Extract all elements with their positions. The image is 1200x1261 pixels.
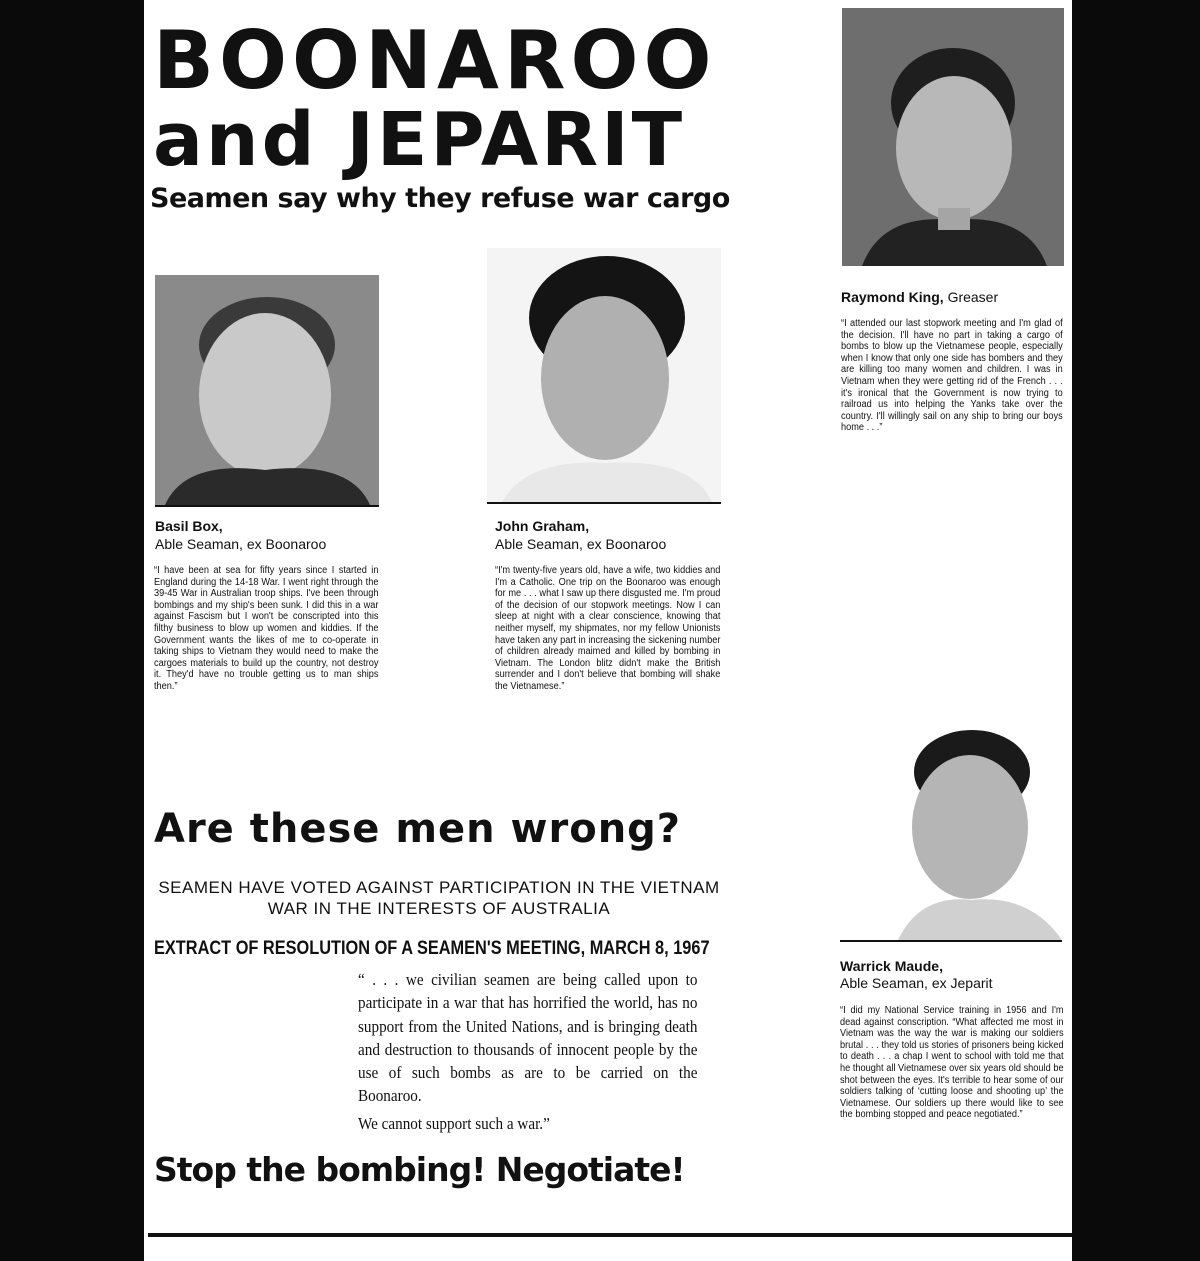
- john-graham-rule: [487, 502, 721, 504]
- warrick-maude-quote: “I did my National Service training in 1956 and I'm dead against conscription. “What affected me most in Vietnam was the way the war is making our soldiers brutal . . . they told us stories of prisoners being kicked to death . . . a chap I went to school with told me that he thought all Vietnamese over six years old should be shot between the eyes. It's terrible to hear some of our soldiers talking of ‘cutting loose and shooting up’ the Vietnamese. Our soldiers up there would like to see the bombing stopped and peace negotiated.”: [840, 1005, 1064, 1121]
- john-graham-quote: “I'm twenty-five years old, have a wife, two kiddies and I'm a Catholic. One trip on the Boonaroo was enough for me . . . what I saw up there disgusted me. I'm proud of the decision of our stopwork meetings. Now I can sleep at night with a clear conscience, knowing that neither myself, my shipmates, nor my fellow Unionists have taken any part in increasing the sickening number of children already maimed and killed by bombing in Vietnam. The London blitz didn't make the British surrender and I don't believe that bombing will shake the Vietnamese.”: [495, 565, 721, 692]
- extract-title: EXTRACT OF RESOLUTION OF A SEAMEN'S MEETING, MARCH 8, 1967: [154, 938, 710, 959]
- resolution-end: We cannot support such a war.”: [358, 1114, 550, 1133]
- headline-line2: and JEPARIT: [153, 97, 686, 183]
- bottom-rule: [148, 1233, 1072, 1237]
- warrick-maude-role: Able Seaman, ex Jeparit: [840, 975, 993, 991]
- basil-box-quote: “I have been at sea for fifty years since I started in England during the 14-18 War. I went right through the 39-45 War in Australian troop ships. I've been through bombings and my ship's been sunk. I did this in a war against Fascism but I won't be conscripted into this filthy business to blow up women and kiddies. If the Government wants the likes of me to co-operate in taking ships to Vietnam they would need to make the cargoes materials to build up the country, not destroy it. They'd have no trouble getting us to man ships then.”: [154, 565, 379, 692]
- raymond-king-quote: “I attended our last stopwork meeting and I'm glad of the decision. I'll have no part in taking a cargo of bombs to blow up the Vietnamese people, especially when I know that only one side has bombers and they are killing too many women and children. I was in Vietnam when they were getting rid of the French . . . it's ironical that the Government is now trying to railroad us into helping the Yanks take over the country. I'll willingly sail on any ship to bring our boys home . . .”: [841, 318, 1063, 434]
- basil-box-role: Able Seaman, ex Boonaroo: [155, 536, 327, 552]
- headline-line1: BOONAROO: [153, 14, 717, 107]
- question-headline: Are these men wrong?: [154, 806, 682, 852]
- voted-statement: SEAMEN HAVE VOTED AGAINST PARTICIPATION IN THE VIETNAM WAR IN THE INTERESTS OF AUSTRALIA: [158, 878, 720, 918]
- headline-subtitle: Seamen say why they refuse war cargo: [150, 183, 730, 214]
- john-graham-photo: [487, 248, 721, 502]
- raymond-king-role: Greaser: [947, 289, 999, 305]
- basil-box-rule: [155, 505, 379, 507]
- slogan: Stop the bombing! Negotiate!: [154, 1150, 685, 1189]
- resolution-text: “ . . . we civilian seamen are being called upon to participate in a war that has horrified the world, has no support from the United Nations, and is bringing death and destruction to thousands of innocent people by the use of such bombs as are to be carried on the Boonaroo.: [358, 970, 698, 1106]
- basil-box-name: Basil Box,: [155, 518, 223, 534]
- john-graham-name: John Graham,: [495, 518, 590, 534]
- warrick-maude-rule: [840, 940, 1062, 942]
- raymond-king-photo: [842, 8, 1064, 266]
- raymond-king-name: Raymond King, Greaser: [841, 289, 999, 305]
- john-graham-role: Able Seaman, ex Boonaroo: [495, 536, 667, 552]
- warrick-maude-name: Warrick Maude,: [840, 958, 943, 974]
- leaflet-page: [144, 0, 1072, 1261]
- warrick-maude-photo: [890, 712, 1062, 940]
- basil-box-photo: [155, 275, 379, 505]
